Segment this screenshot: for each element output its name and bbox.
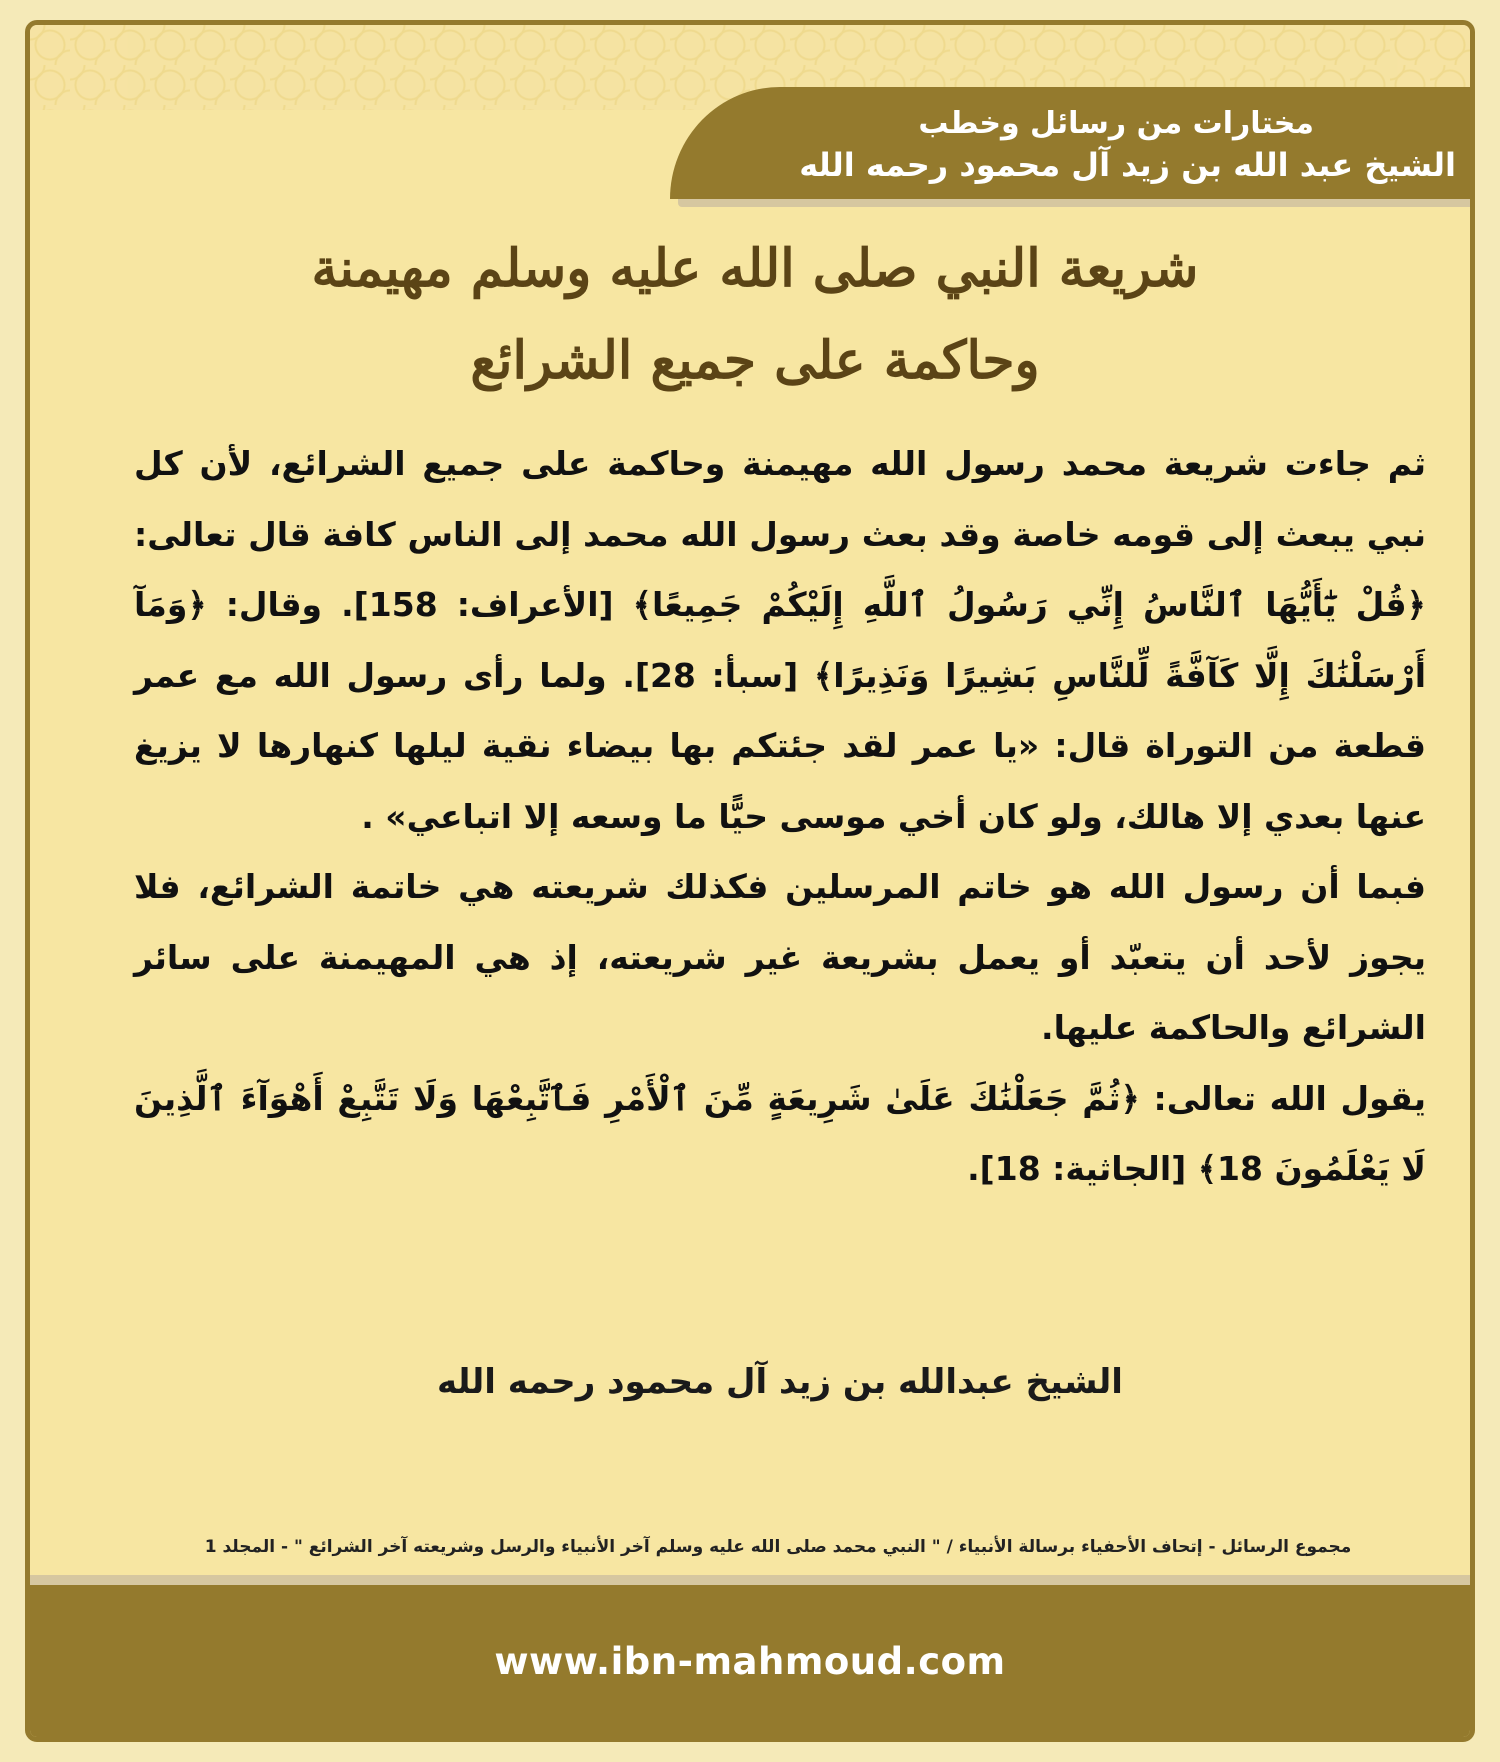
article-paragraph-2: فبما أن رسول الله هو خاتم المرسلين فكذلك شريعته هي خاتمة الشرائع، فلا يجوز لأحد أن يتعبّد أو يعمل بشريعة غير شريعته، إذ هي المهيمنة على سائر الشرائع والحاكمة عليها. [134,867,1426,1047]
article-title-line1: شريعة النبي صلى الله عليه وسلم مهيمنة [311,238,1199,299]
article-paragraph-3: يقول الله تعالى: ﴿ثُمَّ جَعَلْنَٰكَ عَلَىٰ شَرِيعَةٍ مِّنَ ٱلْأَمْرِ فَٱتَّبِعْهَا وَلَا تَتَّبِعْ أَهْوَآءَ ٱلَّذِينَ لَا يَعْلَمُونَ 18﴾ [الجاثية: 18]. [134,1078,1426,1188]
footer-band [30,1585,1470,1737]
author-title: الشيخ عبد الله بن زيد آل محمود رحمه الله [799,146,1456,184]
website-link[interactable]: www.ibn-mahmoud.com [494,1639,1006,1683]
article-paragraph-1: ثم جاءت شريعة محمد رسول الله مهيمنة وحاكمة على جميع الشرائع، لأن كل نبي يبعث إلى قومه خاصة وقد بعث رسول الله محمد إلى الناس كافة قال تعالى: ﴿قُلْ يَٰٓأَيُّهَا ٱلنَّاسُ إِنِّي رَسُولُ ٱللَّهِ إِلَيْكُمْ جَمِيعًا﴾ [الأعراف: 158]. وقال: ﴿وَمَآ أَرْسَلْنَٰكَ إِلَّا كَآفَّةً لِّلنَّاسِ بَشِيرًا وَنَذِيرًا﴾ [سبأ: 28]. ولما رأى رسول الله مع عمر قطعة من التوراة قال: «يا عمر لقد جئتكم بها بيضاء نقية ليلها كنهارها لا يزيغ عنها بعدي إلا هالك، ولو كان أخي موسى حيًّا ما وسعه إلا اتباعي» . [134,444,1427,836]
header-band [670,87,1470,199]
page-frame [25,20,1475,1742]
article-body [134,429,1426,1205]
footer-divider [30,1575,1470,1585]
article-title [130,223,1380,407]
article-signature: الشيخ عبدالله بن زيد آل محمود رحمه الله [437,1362,1123,1402]
source-citation: مجموع الرسائل - إتحاف الأحفياء برسالة الأنبياء / " النبي محمد صلى الله عليه وسلم آخر الأنبياء والرسل وشريعته آخر الشرائع " - المجلد 1 [204,1537,1352,1557]
header-band-shadow [678,199,1470,207]
series-title: مختارات من رسائل وخطب [918,106,1314,141]
article-title-line2: وحاكمة على جميع الشرائع [470,330,1040,391]
